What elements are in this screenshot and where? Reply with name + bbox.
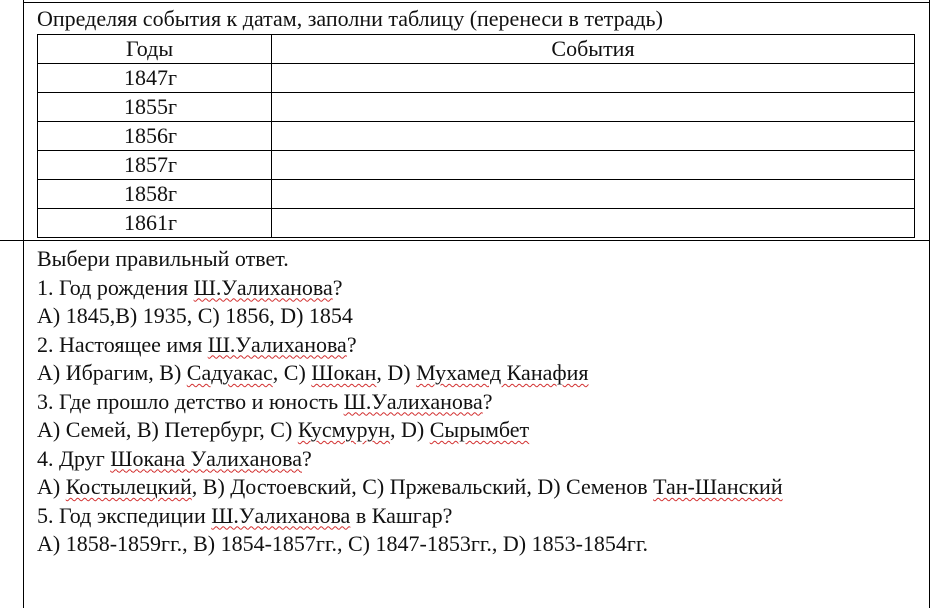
table-row [38, 180, 915, 209]
event-cell [272, 122, 915, 151]
task-heading: Определяя события к датам, заполни таблицу (перенеси в тетрадь) [37, 6, 663, 31]
spellcheck-word: Костылецкий [65, 474, 192, 499]
answer-text: , В) Достоевский, С) Пржевальский, D) Семенов [191, 474, 654, 499]
spellcheck-word: Садуакас [186, 360, 273, 385]
answer-text: А) Семей, В) Петербург, С) [37, 417, 298, 442]
answers-1: А) 1845,В) 1935, С) 1856, D) 1854 [37, 303, 353, 328]
question-5 [37, 502, 783, 531]
table-row [38, 209, 915, 238]
table-header-row [38, 35, 915, 64]
quiz-intro: Выбери правильный ответ. [37, 246, 289, 271]
event-cell [272, 209, 915, 238]
spellcheck-word: Кусмурун [297, 417, 391, 442]
answers-5: А) 1858-1859гг., В) 1854-1857гг., С) 1847-1853гг., D) 1853-1854гг. [37, 531, 648, 556]
header-years: Годы [38, 35, 272, 64]
table-row [38, 64, 915, 93]
spellcheck-word: Ш.Уалиханова [207, 331, 347, 357]
spellcheck-word: Ш.Уалиханова [193, 274, 333, 300]
spellcheck-word: Шокана Уалиханова [110, 445, 302, 471]
spellcheck-word: Ш.Уалиханова [343, 388, 483, 414]
top-border [24, 2, 929, 3]
quiz-section [37, 245, 783, 559]
answer-text: А) [37, 474, 66, 499]
question-text: 5. Год экспедиции [37, 502, 212, 528]
question-text: 4. Друг [37, 445, 111, 471]
answer-text: , С) [272, 360, 312, 385]
event-cell [272, 180, 915, 209]
answers-3 [37, 416, 783, 445]
question-text: 2. Настоящее имя [37, 331, 208, 357]
year-cell: 1857г [38, 151, 272, 180]
year-cell: 1856г [38, 122, 272, 151]
table-row [38, 93, 915, 122]
spellcheck-word: Сырымбет [429, 417, 530, 442]
event-cell [272, 151, 915, 180]
question-suffix: ? [346, 331, 357, 357]
question-text: 1. Год рождения [37, 274, 194, 300]
year-cell: 1858г [38, 180, 272, 209]
question-suffix: в Кашгар? [350, 502, 453, 528]
table-row [38, 151, 915, 180]
event-cell [272, 93, 915, 122]
spellcheck-word: Ш.Уалиханова [211, 502, 351, 528]
left-row-divider [0, 240, 23, 241]
answer-text: , D) [376, 360, 417, 385]
question-suffix: ? [332, 274, 343, 300]
year-cell: 1861г [38, 209, 272, 238]
table-row [38, 122, 915, 151]
question-3 [37, 388, 783, 417]
spellcheck-word: Мухамед Канафия [416, 360, 589, 385]
answer-text: А) Ибрагим, В) [37, 360, 187, 385]
question-4 [37, 445, 783, 474]
question-1 [37, 274, 783, 303]
question-2 [37, 331, 783, 360]
spellcheck-word: Шокан [311, 360, 377, 385]
event-cell [272, 64, 915, 93]
year-cell: 1847г [38, 64, 272, 93]
question-suffix: ? [482, 388, 493, 414]
header-events: События [272, 35, 915, 64]
answers-2 [37, 359, 783, 388]
question-suffix: ? [302, 445, 312, 471]
year-cell: 1855г [38, 93, 272, 122]
spellcheck-word: Тан-Шанский [653, 474, 783, 499]
row-divider [24, 240, 929, 241]
events-table [37, 34, 915, 238]
answer-text: , D) [390, 417, 430, 442]
question-text: 3. Где прошло детство и юность [37, 388, 344, 414]
answers-4 [37, 473, 783, 502]
